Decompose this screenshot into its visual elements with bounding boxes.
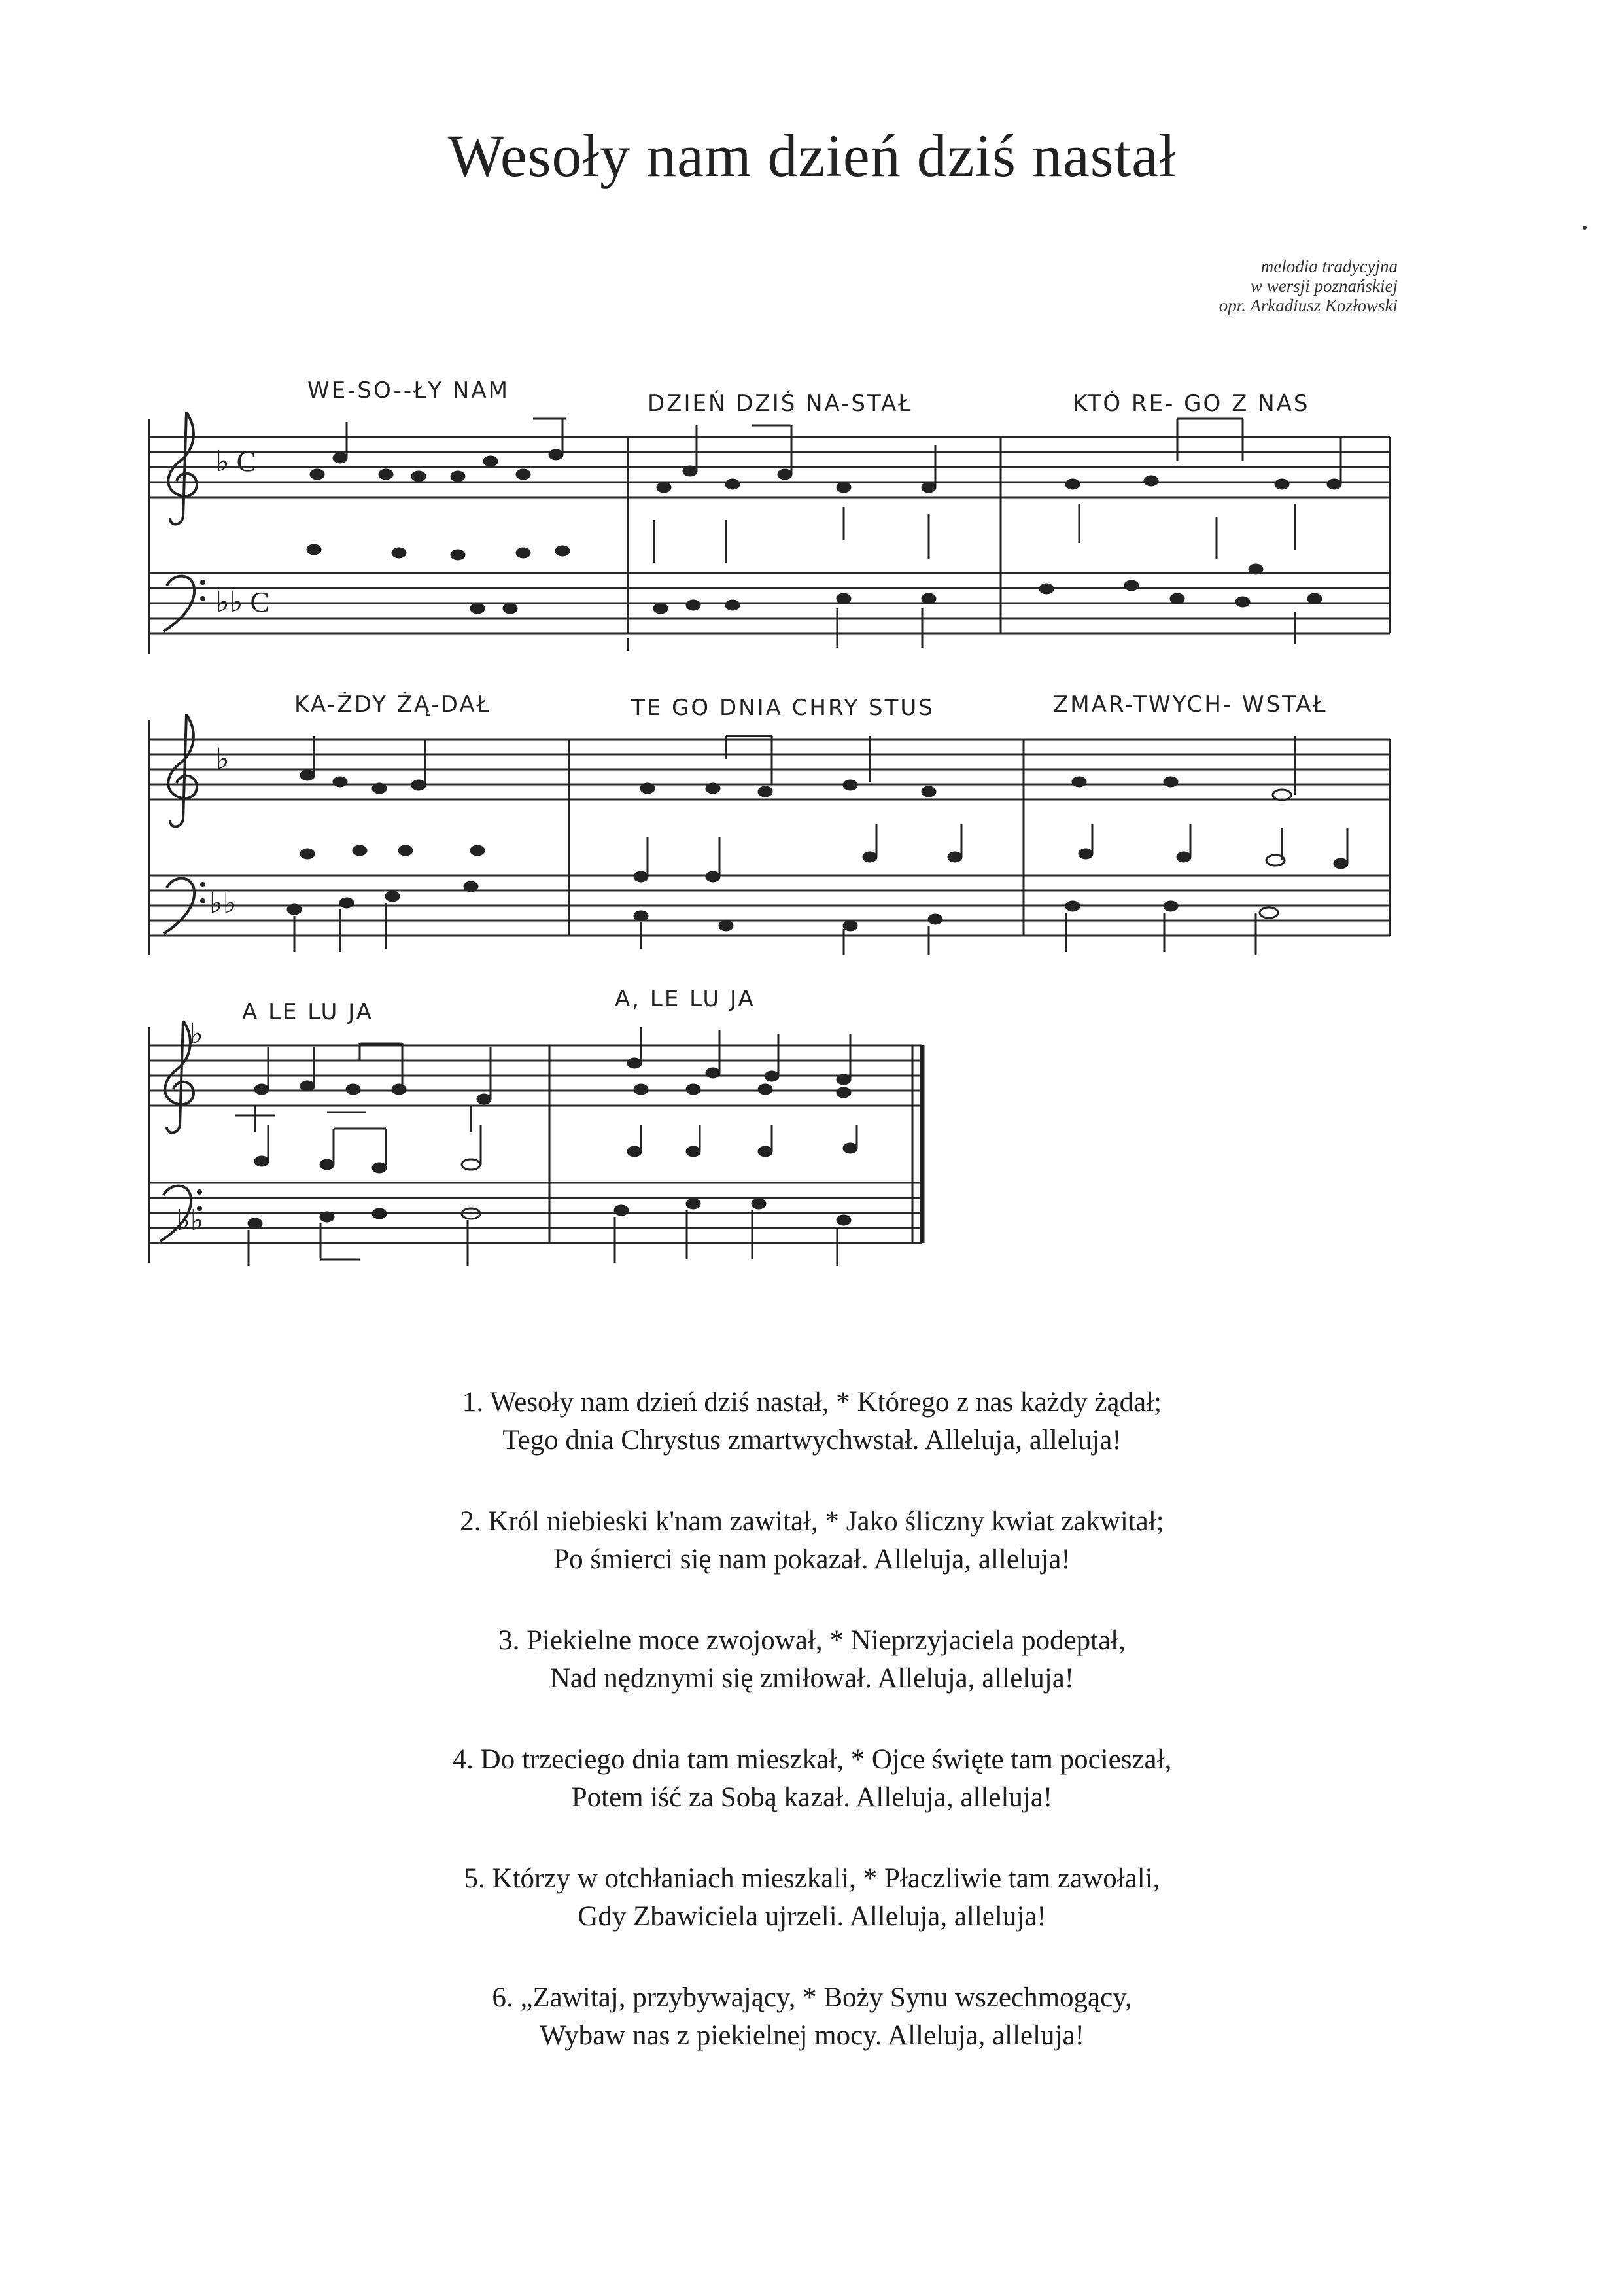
flat-icon: ♭ bbox=[190, 1018, 203, 1050]
verse-line: Gdy Zbawiciela ujrzeli. Alleluja, alleluja! bbox=[578, 1901, 1046, 1932]
credit-arranger: opr. Arkadiusz Kozłowski bbox=[1218, 296, 1398, 315]
verse-line: 5. Którzy w otchłaniach mieszkali, * Płaczliwie tam zawołali, bbox=[464, 1863, 1160, 1894]
flat-icon: ♭ C bbox=[216, 446, 256, 478]
flat-icon: ♭ bbox=[216, 743, 230, 775]
lyric-1-3: KTÓ RE- GO Z NAS bbox=[1073, 391, 1310, 417]
staff-bass-2 bbox=[149, 875, 1390, 936]
staff-bass-1 bbox=[149, 573, 1390, 633]
verse-2 bbox=[0, 1503, 1624, 1579]
verse-3 bbox=[0, 1622, 1624, 1698]
credit-version: w wersji poznańskiej bbox=[1250, 276, 1398, 296]
system-2 bbox=[149, 692, 1390, 955]
verse-line: 2. Król niebieski k'nam zawitał, * Jako śliczny kwiat zakwitał; bbox=[460, 1506, 1164, 1537]
notes-system-3 bbox=[235, 1027, 857, 1266]
verse-line: 1. Wesoły nam dzień dziś nastał, * Którego z nas każdy żądał; bbox=[462, 1387, 1162, 1418]
verse-1 bbox=[0, 1384, 1624, 1460]
lyric-2-2: TE GO DNIA CHRY STUS bbox=[631, 695, 935, 721]
lyric-2-3: ZMAR-TWYCH- WSTAŁ bbox=[1053, 692, 1328, 718]
verse-line: Tego dnia Chrystus zmartwychwstał. Alleluja, alleluja! bbox=[502, 1425, 1122, 1456]
verse-6 bbox=[0, 1979, 1624, 2055]
verse-5 bbox=[0, 1860, 1624, 1936]
treble-clef-icon bbox=[168, 714, 197, 827]
verses bbox=[0, 1384, 1624, 2098]
verse-line: Potem iść za Sobą kazał. Alleluja, alleluja! bbox=[571, 1782, 1053, 1813]
staff-treble-3 bbox=[149, 1045, 922, 1106]
lyric-2-1: KA-ŻDY ŻĄ-DAŁ bbox=[294, 692, 491, 718]
credit-melody: melodia tradycyjna bbox=[1260, 256, 1398, 276]
page-title: Wesoły nam dzień dziś nastał bbox=[447, 122, 1177, 189]
verse-line: 4. Do trzeciego dnia tam mieszkał, * Ojce święte tam pocieszał, bbox=[452, 1744, 1172, 1775]
verse-line: 6. „Zawitaj, przybywający, * Boży Synu wszechmogący, bbox=[492, 1982, 1132, 2013]
verse-line: 3. Piekielne moce zwojował, * Nieprzyjaciela podeptał, bbox=[498, 1625, 1126, 1656]
system-1 bbox=[149, 377, 1390, 654]
notes-system-1 bbox=[307, 419, 1341, 651]
lyric-3-2: A, LE LU JA bbox=[615, 986, 755, 1012]
treble-clef-icon bbox=[168, 412, 197, 525]
system-3 bbox=[149, 986, 922, 1266]
verse-line: Nad nędznymi się zmiłował. Alleluja, alleluja! bbox=[549, 1663, 1075, 1694]
flat-icon: ♭♭ C bbox=[216, 586, 269, 618]
flat-icon: ♭♭ bbox=[177, 1204, 204, 1236]
flat-icon: ♭♭ bbox=[209, 887, 237, 919]
lyric-3-1: A LE LU JA bbox=[242, 999, 373, 1025]
lyric-1-2: DZIEŃ DZIŚ NA-STAŁ bbox=[648, 391, 913, 417]
lyric-1-1: WE-SO--ŁY NAM bbox=[307, 377, 510, 404]
verse-4 bbox=[0, 1741, 1624, 1817]
staff-treble-1 bbox=[149, 437, 1390, 497]
verse-line: Wybaw nas z piekielnej mocy. Alleluja, alleluja! bbox=[540, 2020, 1084, 2051]
verse-line: Po śmierci się nam pokazał. Alleluja, alleluja! bbox=[553, 1544, 1071, 1575]
staff-bass-3 bbox=[149, 1183, 922, 1243]
